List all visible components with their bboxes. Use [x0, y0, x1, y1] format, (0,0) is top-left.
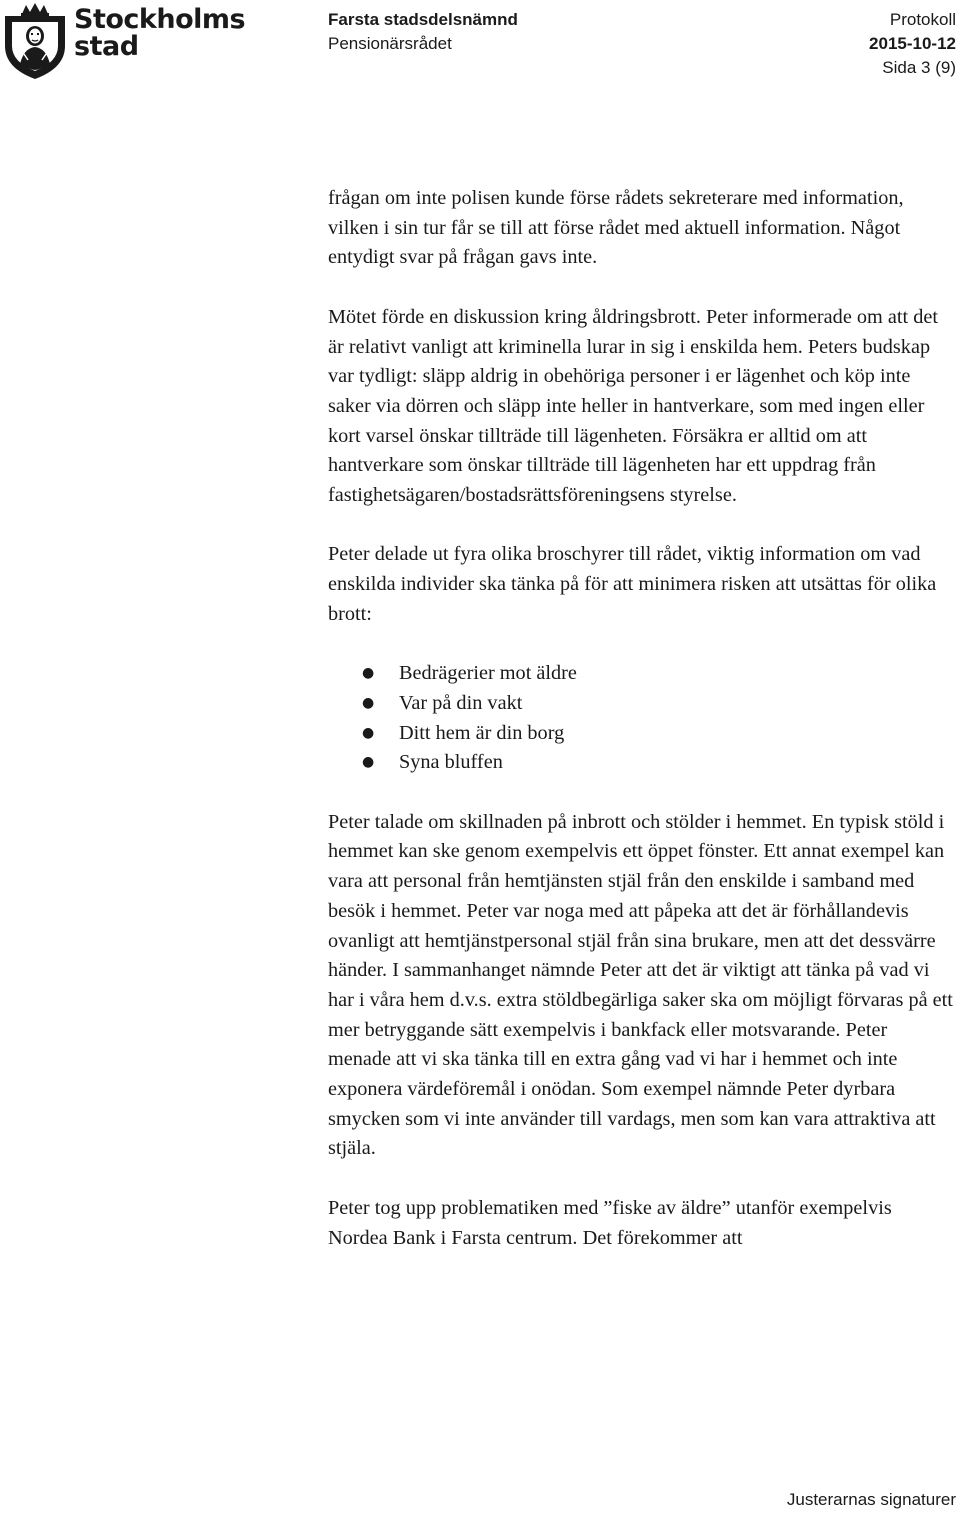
bullet-icon: ●	[362, 754, 375, 771]
logo-line-1: Stockholms	[74, 4, 246, 35]
list-item	[328, 659, 953, 689]
list-item-text: Bedrägerier mot äldre	[399, 662, 577, 685]
bullet-icon: ●	[362, 694, 375, 711]
header-doc-type: Protokoll	[889, 10, 956, 29]
list-item	[328, 719, 953, 749]
paragraph-4: Peter talade om skillnaden på inbrott och stölder i hemmet. En typisk stöld i hemmet kan ske genom exempelvis ett öppet fönster. Ett annat exempel kan vara att personal från hemtjänsten stjäl från den enskilde i samband med besök i hemmet. Peter var noga med att påpeka att det är förhållandevis ovanligt att hemtjänstpersonal stjäl från sina brukare, men att det dessvärre händer. I sammanhanget nämnde Peter att det är viktigt att tänka på vad vi har i våra hem d.v.s. extra stöldbegärliga saker ska om möjligt förvaras på ett mer betryggande sätt exempelvis i bankfack eller motsvarande. Peter menade att vi ska tänka till en extra gång vad vi har i hemmet och inte exponera värdeföremål i onödan. Som exempel nämnde Peter dyrbara smycken som vi inte använder till vardags, men som kan vara attraktiva att stjäla.	[328, 810, 953, 1160]
stockholm-crest-icon	[2, 2, 68, 80]
paragraph-2: Mötet förde en diskussion kring åldringsbrott. Peter informerade om att det är relativt vanligt att kriminella lurar in sig i enskilda hem. Peters budskap var tydligt: släpp aldrig in obehöriga personer i er lägenhet och köp inte saker via dörren och släpp inte heller in hantverkare, som med ingen eller kort varsel önskar tillträde till lägenheten. Försäkra er alltid om att hantverkare som önskar tillträde till lägenheten har ett uppdrag från fastighetsägaren/bostadsrättsföreningsens styrelse.	[328, 305, 938, 507]
list-item-text: Syna bluffen	[399, 751, 503, 774]
bullet-icon: ●	[362, 665, 375, 682]
header-date: 2015-10-12	[869, 34, 956, 53]
footer-signatures: Justerarnas signaturer	[786, 1490, 956, 1509]
header-page-number: Sida 3 (9)	[882, 58, 956, 77]
list-item-text: Ditt hem är din borg	[399, 721, 565, 744]
header-right	[869, 8, 956, 80]
list-item	[328, 689, 953, 719]
header-council: Pensionärsrådet	[328, 34, 452, 53]
header-org: Farsta stadsdelsnämnd	[328, 10, 518, 29]
logo-wordmark	[74, 6, 245, 60]
stockholm-logo	[2, 2, 246, 82]
paragraph-3: Peter delade ut fyra olika broschyrer till rådet, viktig information om vad enskilda individer ska tänka på för att minimera risken att utsättas för olika brott:	[328, 543, 937, 625]
document-body	[328, 184, 953, 1253]
paragraph-5: Peter tog upp problematiken med ”fiske av äldre” utanför exempelvis Nordea Bank i Farsta centrum. Det förekommer att	[328, 1196, 892, 1249]
logo-line-2: stad	[74, 31, 139, 62]
list-item	[328, 748, 953, 778]
brochure-list	[328, 659, 953, 778]
paragraph-1: frågan om inte polisen kunde förse rådets sekreterare med information, vilken i sin tur får se till att förse rådet med aktuell information. Något entydigt svar på frågan gavs inte.	[328, 187, 904, 269]
header-left	[328, 8, 518, 56]
bullet-icon: ●	[362, 724, 375, 741]
list-item-text: Var på din vakt	[399, 691, 523, 714]
